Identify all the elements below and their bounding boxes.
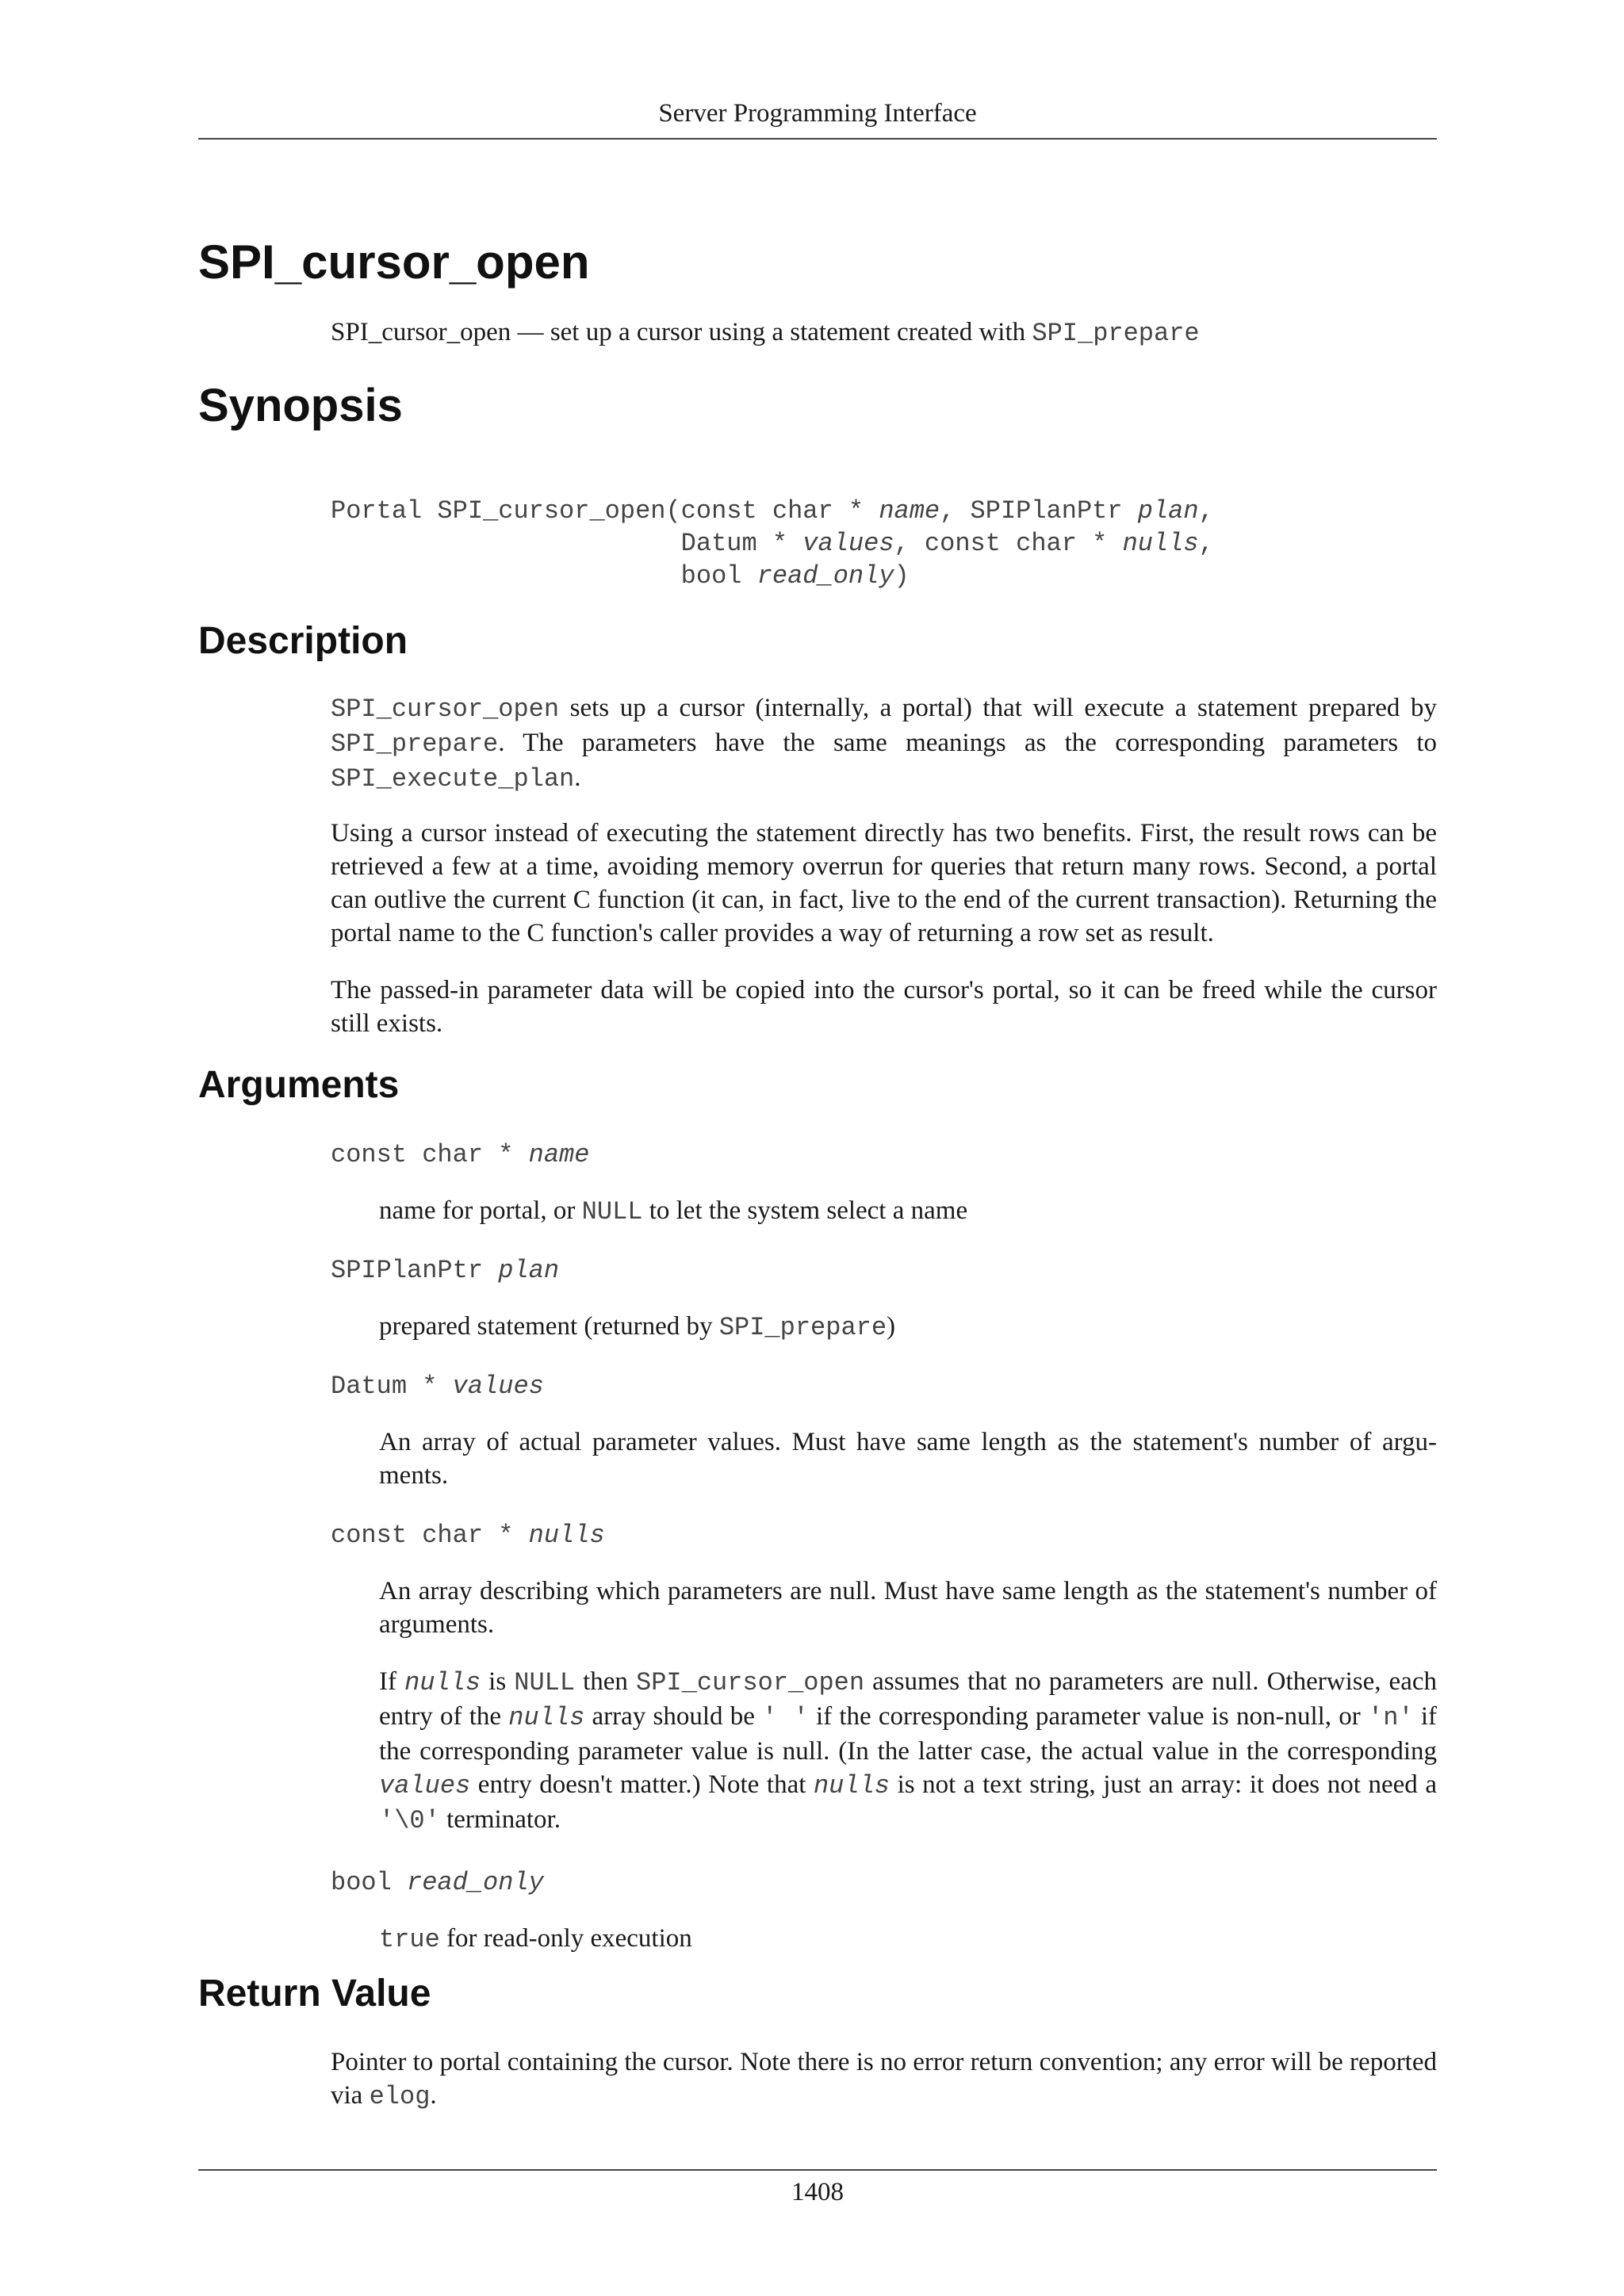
text-span: assumes that no parameters are null. Otherwise, each entry of the [379,1667,1438,1731]
var-span: nulls [404,1668,481,1697]
text-span: array should be [584,1702,763,1731]
syn-text: , [1198,496,1214,526]
code-span: NULL [514,1668,576,1697]
syn-text: ) [894,561,910,591]
synopsis-heading: Synopsis [198,380,403,431]
code-span: SPI_cursor_open [636,1668,865,1697]
text-span: Pointer to portal containing the cursor. Note there is no error return convention; any error will be reported via [331,2048,1437,2110]
arg-term-nulls [331,1517,605,1552]
code-span: SPI_execute_plan [331,764,575,794]
code-span: true [379,1925,440,1954]
description-heading: Description [198,620,408,662]
var-span: nulls [813,1771,890,1800]
description-p2: Using a cursor instead of executing the statement directly has two benefits. First, the result rows can be retrieved a few at a time, avoiding memory overrun for queries that return many rows. Second, a portal can outlive the current C function (it can, in fact, live to the end of the current transaction). Returning the portal name to the C function's caller provides a way of returning a row set as result. [331,819,1437,947]
arg-desc-values: An array of actual parameter values. Must have same length as the statement's number of argu- ments. [379,1428,1437,1490]
code-span: '\0' [379,1806,440,1835]
arg-type: bool [331,1868,408,1897]
arg-term-values [331,1368,544,1403]
code-span: 'n' [1368,1703,1414,1732]
purpose-code: SPI_prepare [1032,319,1200,348]
text-span: If [379,1667,405,1696]
text-span: . [574,763,581,792]
footer-rule [198,2169,1437,2171]
syn-text: , [1198,529,1214,558]
arg-type: const char * [331,1521,529,1550]
syn-text: , const char * [894,529,1123,558]
syn-text: bool [331,561,757,591]
refentry-title: SPI_cursor_open [198,235,590,289]
arg-param: values [452,1372,544,1401]
syn-param: read_only [756,561,894,591]
code-span: SPI_prepare [331,729,499,759]
text-span: to let the system select a name [642,1196,968,1225]
description-p3: The passed-in parameter data will be copied into the cursor's portal, so it can be freed while the cursor still exists. [331,976,1437,1038]
code-span: elog [369,2082,431,2111]
text-span: is not a text string, just an array: it does not need a [889,1770,1437,1799]
text-span: terminator. [439,1805,561,1834]
description-p1 [331,691,1437,796]
var-span: values [379,1771,471,1800]
return-value-heading: Return Value [198,1973,431,2015]
refentry-purpose [331,316,1437,350]
text-span: if the corresponding parameter value is non-null, or [808,1702,1368,1731]
text-span: then [575,1667,636,1696]
text-span: ) [887,1312,896,1341]
page-number: 1408 [791,2178,844,2206]
syn-param: nulls [1122,529,1199,558]
code-span: NULL [581,1197,643,1226]
text-span: . The parameters have the same meanings as the corresponding parameters to [498,729,1437,757]
arg-note-nulls [379,1665,1437,1838]
arg-desc-nulls: An array describing which parameters are null. Must have same length as the statement's number of arguments. [379,1577,1437,1639]
arg-term-plan [331,1253,559,1288]
synopsis-code [331,495,1214,592]
arg-desc-plan [379,1310,1437,1345]
code-span: ' ' [762,1703,809,1732]
text-span: is [481,1667,515,1696]
code-span: SPI_prepare [718,1313,887,1342]
syn-param: name [879,496,940,526]
running-header [198,94,1437,140]
text-span: . [430,2081,437,2110]
arg-type: const char * [331,1140,529,1169]
arg-desc-name [379,1194,1437,1229]
syn-text: Datum * [331,529,803,558]
syn-text: Portal SPI_cursor_open(const char * [331,496,879,526]
arg-param: plan [498,1256,560,1285]
var-span: nulls [508,1703,585,1732]
arg-term-name [331,1137,589,1172]
code-span: SPI_cursor_open [331,695,560,724]
purpose-name: SPI_cursor_open [331,318,511,346]
syn-text: , SPIPlanPtr [940,496,1138,526]
text-span: prepared statement (returned by [379,1312,719,1341]
text-span: entry doesn't matter.) Note that [470,1770,814,1799]
arg-type: Datum * [331,1372,453,1401]
arg-desc-read-only [379,1922,1437,1957]
syn-param: values [802,529,894,558]
arg-param: nulls [528,1521,605,1550]
text-span: for read-only execution [439,1924,692,1953]
text-span: sets up a cursor (internally, a portal) that will execute a statement prepared by [559,694,1437,722]
syn-param: plan [1137,496,1199,526]
return-value-text [331,2045,1437,2114]
text-span: if the corresponding parameter value is null. (In the latter case, the actual value in the corresponding [379,1702,1437,1766]
running-header-title: Server Programming Interface [658,99,977,128]
arg-term-read-only [331,1865,544,1900]
arg-param: name [528,1140,590,1169]
purpose-text: — set up a cursor using a statement created with [511,318,1032,346]
arg-param: read_only [407,1868,544,1897]
text-span: name for portal, or [379,1196,582,1225]
arguments-heading: Arguments [198,1064,400,1106]
arg-type: SPIPlanPtr [331,1256,499,1285]
